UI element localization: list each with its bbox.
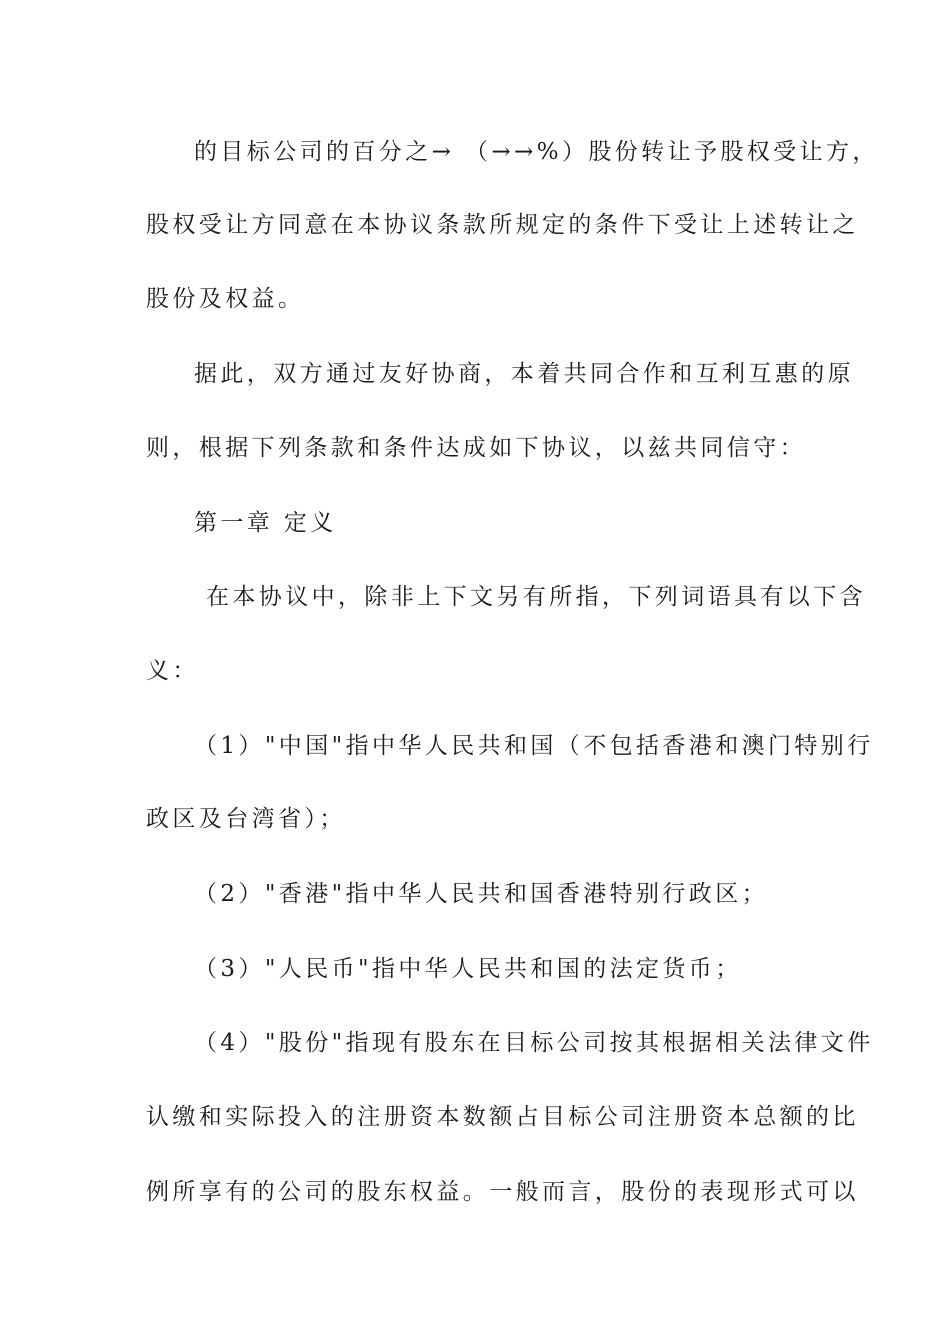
paragraph-line-5: 则，根据下列条款和条件达成如下协议，以兹共同信守： [146, 435, 806, 461]
paragraph-line-2: 股权受让方同意在本协议条款所规定的条件下受让上述转让之 [146, 212, 859, 238]
definition-item-1-cont: 政区及台湾省）； [146, 806, 346, 832]
paragraph-line-1: 的目标公司的百分之→ （→→%）股份转让予股权受让方， [194, 139, 879, 165]
paragraph-line-8: 义： [146, 658, 199, 684]
definition-item-4-cont-2: 例所享有的公司的股东权益。一般而言，股份的表现形式可以 [146, 1179, 859, 1205]
definition-item-1: （1）"中国"指中华人民共和国（不包括香港和澳门特别行 [194, 733, 874, 759]
definition-item-4: （4）"股份"指现有股东在目标公司按其根据相关法律文件 [194, 1030, 874, 1056]
paragraph-line-7: 在本协议中，除非上下文另有所指，下列词语具有以下含 [206, 584, 866, 610]
chapter-heading: 第一章 定义 [194, 510, 337, 536]
paragraph-line-4: 据此，双方通过友好协商，本着共同合作和互利互惠的原 [194, 361, 854, 387]
paragraph-line-3: 股份及权益。 [146, 286, 305, 312]
definition-item-4-cont-1: 认缴和实际投入的注册资本数额占目标公司注册资本总额的比 [146, 1104, 859, 1130]
definition-item-2: （2）"香港"指中华人民共和国香港特别行政区； [194, 881, 768, 907]
definition-item-3: （3）"人民币"指中华人民共和国的法定货币； [194, 956, 742, 982]
